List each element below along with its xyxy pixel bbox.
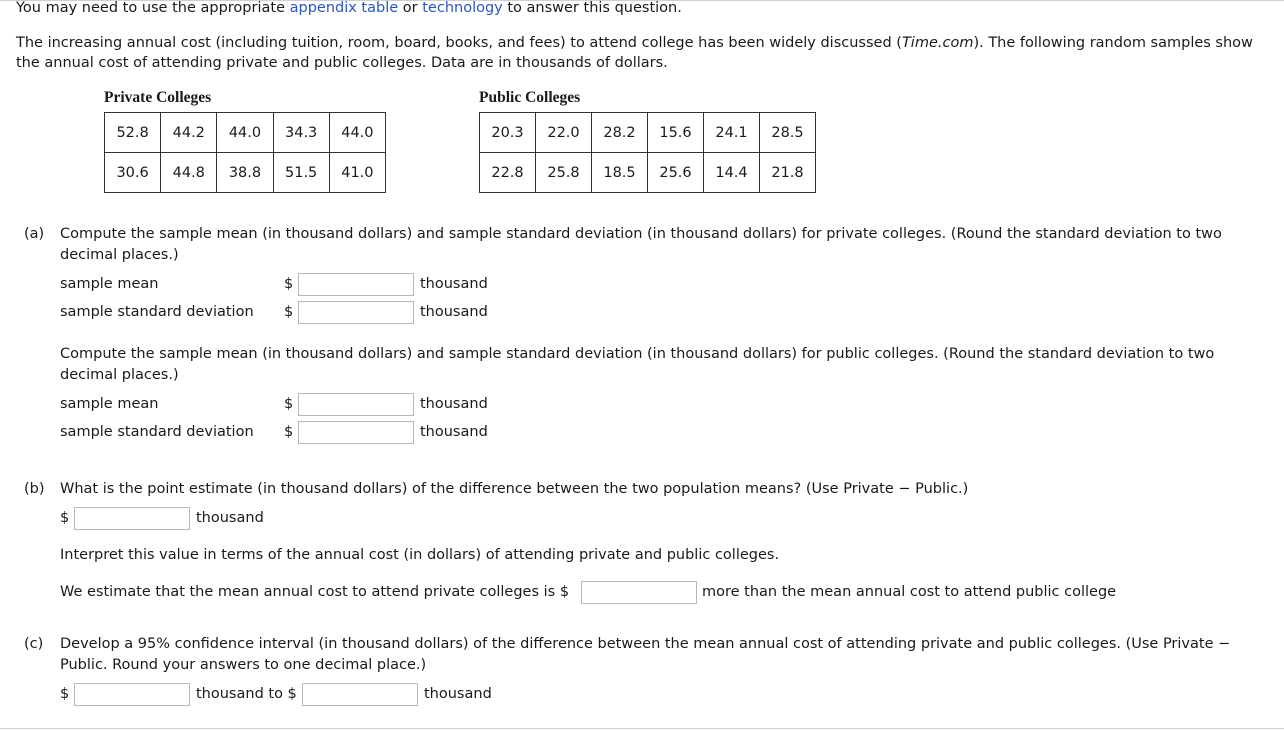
table-cell: 30.6 (105, 153, 161, 193)
private-mean-label: sample mean (60, 276, 159, 292)
description-text: The increasing annual cost (including tuition, room, board, books, and fees) to attend college has been widely discussed ( (16, 35, 902, 51)
part-b-question: What is the point estimate (in thousand dollars) of the difference between the two population means? (Use Private − Public.) (60, 481, 969, 497)
currency-symbol: $ (284, 304, 294, 320)
table-cell: 44.2 (161, 113, 217, 153)
private-sd-label: sample standard deviation (60, 304, 254, 320)
table-cell: 41.0 (329, 153, 385, 193)
part-c-label: (c) (24, 636, 44, 652)
technology-link[interactable]: technology (422, 0, 503, 16)
part-a-label: (a) (24, 226, 45, 242)
part-b-sentence-before: We estimate that the mean annual cost to attend private colleges is $ (60, 584, 570, 600)
appendix-table-link[interactable]: appendix table (289, 0, 399, 16)
table-cell: 51.5 (273, 153, 329, 193)
private-mean-input[interactable] (298, 273, 414, 296)
table-cell: 21.8 (760, 153, 816, 193)
part-c-question-line-2: Public. Round your answers to one decimal place.) (60, 657, 427, 673)
private-colleges-table (104, 112, 386, 193)
table-row (480, 153, 816, 193)
currency-symbol: $ (60, 686, 70, 702)
description-text-end: ). The following random samples show (973, 35, 1253, 51)
part-b-interpret-prompt: Interpret this value in terms of the annual cost (in dollars) of attending private and public colleges. (60, 547, 780, 563)
currency-symbol: $ (284, 424, 294, 440)
table-cell: 18.5 (592, 153, 648, 193)
unit-label: thousand (424, 686, 492, 702)
table-cell: 22.0 (536, 113, 592, 153)
table-cell: 38.8 (217, 153, 273, 193)
intro-middle: or (398, 0, 423, 16)
intro-prefix: You may need to use the appropriate (16, 0, 290, 16)
currency-symbol: $ (284, 396, 294, 412)
table-cell: 34.3 (273, 113, 329, 153)
part-b-sentence-after: more than the mean annual cost to attend public college (702, 584, 1117, 600)
table-cell: 22.8 (480, 153, 536, 193)
table-cell: 52.8 (105, 113, 161, 153)
public-colleges-table (479, 112, 816, 193)
table-cell: 24.1 (704, 113, 760, 153)
public-table-title: Public Colleges (479, 89, 581, 106)
part-b-label: (b) (24, 481, 45, 497)
public-sd-input[interactable] (298, 421, 414, 444)
unit-label: thousand (420, 276, 488, 292)
table-cell: 14.4 (704, 153, 760, 193)
intro-text (16, 0, 682, 16)
public-mean-input[interactable] (298, 393, 414, 416)
unit-label: thousand (196, 510, 264, 526)
part-a-question-public-line-2: decimal places.) (60, 367, 179, 383)
table-cell: 44.8 (161, 153, 217, 193)
private-table-title: Private Colleges (104, 89, 212, 106)
table-cell: 28.2 (592, 113, 648, 153)
table-row (480, 113, 816, 153)
description-line-2: the annual cost of attending private and public colleges. Data are in thousands of dollars. (16, 55, 668, 71)
unit-label: thousand (420, 396, 488, 412)
public-sd-label: sample standard deviation (60, 424, 254, 440)
part-a-question-private-line-1: Compute the sample mean (in thousand dollars) and sample standard deviation (in thousand dollars) for private colleges. (Round the standard deviation to two (60, 226, 1222, 242)
bottom-divider (0, 728, 1284, 729)
unit-label: thousand (420, 304, 488, 320)
table-cell: 44.0 (329, 113, 385, 153)
point-estimate-input[interactable] (74, 507, 190, 530)
part-a-question-public-line-1: Compute the sample mean (in thousand dollars) and sample standard deviation (in thousand dollars) for public colleges. (Round the standard deviation to two (60, 346, 1215, 362)
table-cell: 15.6 (648, 113, 704, 153)
table-cell: 28.5 (760, 113, 816, 153)
ci-lower-input[interactable] (74, 683, 190, 706)
currency-symbol: $ (60, 510, 70, 526)
ci-upper-input[interactable] (302, 683, 418, 706)
public-mean-label: sample mean (60, 396, 159, 412)
currency-symbol: $ (284, 276, 294, 292)
difference-dollars-input[interactable] (581, 581, 697, 604)
table-row (105, 153, 386, 193)
table-cell: 25.6 (648, 153, 704, 193)
table-row (105, 113, 386, 153)
part-c-question-line-1: Develop a 95% confidence interval (in thousand dollars) of the difference between the mean annual cost of attending private and public colleges. (Use Private − (60, 636, 1231, 652)
unit-label: thousand (420, 424, 488, 440)
private-sd-input[interactable] (298, 301, 414, 324)
ci-middle-label: thousand to $ (196, 686, 297, 702)
table-cell: 25.8 (536, 153, 592, 193)
description-line-1 (16, 35, 1253, 51)
table-cell: 44.0 (217, 113, 273, 153)
part-a-question-private-line-2: decimal places.) (60, 247, 179, 263)
source-citation: Time.com (901, 35, 974, 51)
intro-suffix: to answer this question. (502, 0, 682, 16)
table-cell: 20.3 (480, 113, 536, 153)
